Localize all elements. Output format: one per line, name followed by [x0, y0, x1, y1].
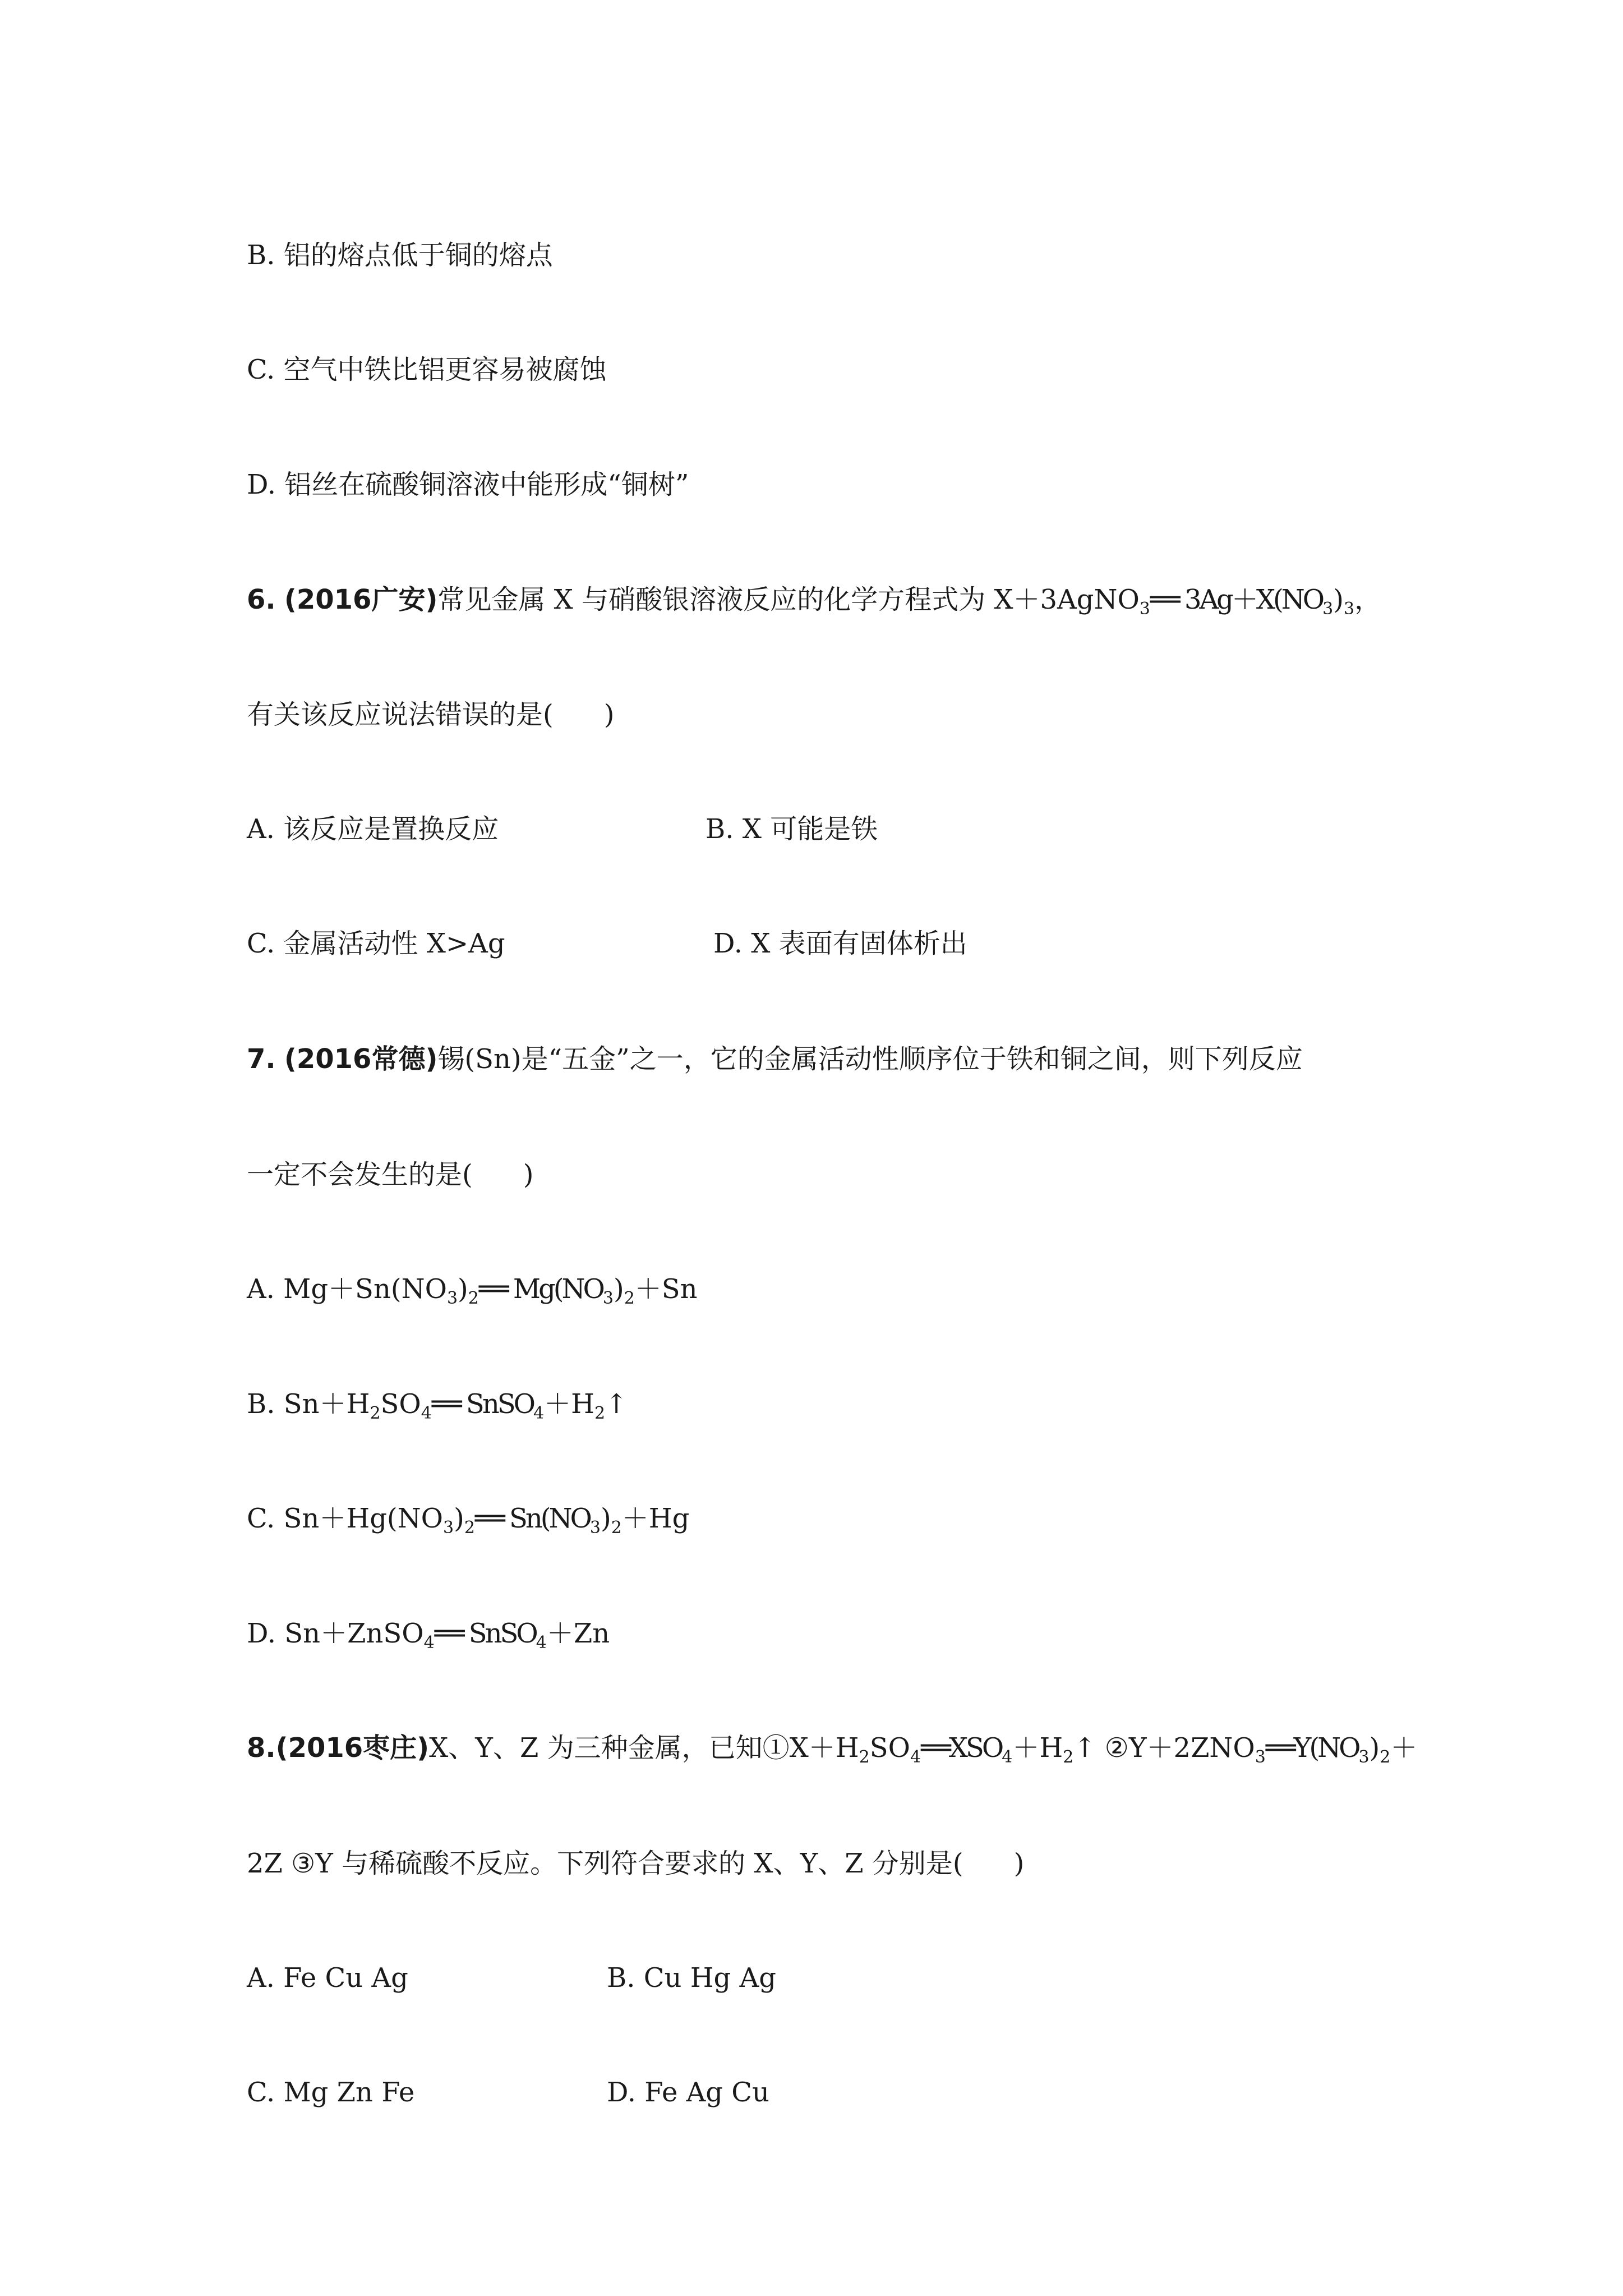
q5-option-d: D. 铝丝在硫酸铜溶液中能形成“铜树” [247, 469, 689, 500]
q6-stem-text: 常见金属 X 与硝酸银溶液反应的化学方程式为 X＋3AgNO$_3$══ $3Ag+X(NO_3)_3$， [437, 584, 1382, 619]
q6-stem-line2: 有关该反应说法错误的是( ) [247, 699, 615, 730]
q6-number: 6. [247, 584, 276, 615]
q8-options-row2 [247, 2074, 769, 2110]
q6-options-row1 [247, 811, 878, 847]
q8-options-row1 [247, 1960, 776, 1996]
q7-number: 7. [247, 1043, 276, 1075]
q7-option-c: C. $Sn+Hg(NO_3)_2══$ $Sn(NO_3)_2+Hg$ [247, 1503, 690, 1538]
q8-stem-text: X、Y、Z 为三种金属，已知$①X+H_2SO_4══XSO_4+H_2↑$ $②Y+2ZNO_3══Y(NO_3)_2+$ [429, 1732, 1418, 1767]
q6-stem [247, 582, 1381, 618]
q6-option-d: D. X 表面有固体析出 [713, 928, 967, 959]
q8-stem [247, 1730, 1417, 1766]
q7-stem-text: 锡(Sn)是“五金”之一，它的金属活动性顺序位于铁和铜之间，则下列反应 [437, 1043, 1303, 1075]
q7-source: (2016常德) [284, 1043, 438, 1075]
q8-option-a: A. Fe Cu Ag [247, 1962, 408, 1994]
q7-option-d: D. Sn＋ZnSO$_4$══ SnSO$_4$＋Zn [247, 1618, 610, 1653]
q8-option-b: B. Cu Hg Ag [607, 1962, 776, 1994]
q6-options-row2 [247, 926, 967, 961]
q5-option-c: C. 空气中铁比铝更容易被腐蚀 [247, 354, 607, 385]
q6-option-b: B. X 可能是铁 [706, 813, 878, 845]
q7-stem [247, 1041, 1303, 1077]
q7-option-b: B. $Sn+H_2SO_4══$ $SnSO_4+H_2↑$ [247, 1388, 628, 1423]
q5-option-b: B. 铝的熔点低于铜的熔点 [247, 240, 553, 271]
q8-number: 8. [247, 1732, 276, 1764]
q6-option-c: C. 金属活动性 X>Ag [247, 928, 505, 959]
q6-option-a: A. 该反应是置换反应 [247, 813, 499, 845]
q8-option-d: D. Fe Ag Cu [607, 2077, 769, 2108]
q7-stem-line2: 一定不会发生的是( ) [247, 1159, 534, 1190]
q8-stem-line2: 2Z ③Y 与稀硫酸不反应。下列符合要求的 X、Y、Z 分别是( ) [247, 1848, 1025, 1879]
q8-option-c: C. Mg Zn Fe [247, 2077, 415, 2108]
q8-source: (2016枣庄) [275, 1732, 430, 1764]
q7-option-a: A. $Mg+Sn(NO_3)_2══$ $Mg(NO_3)_2+Sn$ [247, 1273, 698, 1308]
q6-source: (2016广安) [284, 584, 438, 615]
